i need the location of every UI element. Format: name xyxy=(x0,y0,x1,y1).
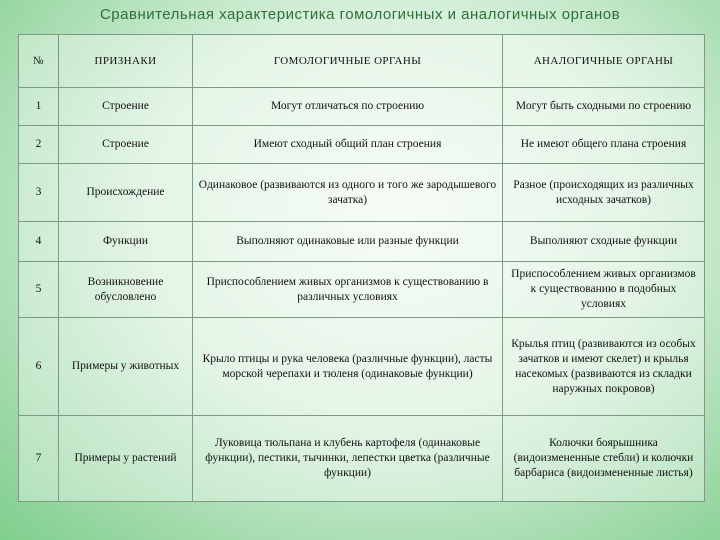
row-analogous: Могут быть сходными по строению xyxy=(503,88,705,126)
row-feature: Происхождение xyxy=(59,164,193,222)
column-header-number: № xyxy=(19,35,59,88)
row-number: 2 xyxy=(19,126,59,164)
row-analogous: Выполняют сходные функции xyxy=(503,222,705,262)
comparison-table xyxy=(18,34,705,502)
row-homologous: Приспособлением живых организмов к существованию в различных условиях xyxy=(193,262,503,318)
column-header-feature: ПРИЗНАКИ xyxy=(59,35,193,88)
row-feature: Возникновение обусловлено xyxy=(59,262,193,318)
row-analogous: Не имеют общего плана строения xyxy=(503,126,705,164)
page-title: Сравнительная характеристика гомологичных и аналогичных органов xyxy=(99,6,621,23)
row-number: 4 xyxy=(19,222,59,262)
row-feature: Строение xyxy=(59,126,193,164)
row-analogous: Колючки боярышника (видоизмененные стебли) и колючки барбариса (видоизмененные листья) xyxy=(503,416,705,502)
table-row xyxy=(19,262,705,318)
row-number: 1 xyxy=(19,88,59,126)
row-number: 3 xyxy=(19,164,59,222)
row-number: 6 xyxy=(19,318,59,416)
row-homologous: Луковица тюльпана и клубень картофеля (одинаковые функции), пестики, тычинки, лепестки цветка (различные функции) xyxy=(193,416,503,502)
row-homologous: Могут отличаться по строению xyxy=(193,88,503,126)
row-homologous: Выполняют одинаковые или разные функции xyxy=(193,222,503,262)
row-feature: Примеры у животных xyxy=(59,318,193,416)
row-homologous: Крыло птицы и рука человека (различные функции), ласты морской черепахи и тюленя (одинаковые функции) xyxy=(193,318,503,416)
row-feature: Строение xyxy=(59,88,193,126)
row-feature: Функции xyxy=(59,222,193,262)
table-row xyxy=(19,222,705,262)
column-header-homologous: ГОМОЛОГИЧНЫЕ ОРГАНЫ xyxy=(193,35,503,88)
row-number: 7 xyxy=(19,416,59,502)
row-homologous: Имеют сходный общий план строения xyxy=(193,126,503,164)
row-analogous: Крылья птиц (развиваются из особых зачатков и имеют скелет) и крылья насекомых (развиваются из складки наружных покровов) xyxy=(503,318,705,416)
column-header-analogous: АНАЛОГИЧНЫЕ ОРГАНЫ xyxy=(503,35,705,88)
table-row xyxy=(19,164,705,222)
row-analogous: Приспособлением живых организмов к существованию в подобных условиях xyxy=(503,262,705,318)
row-analogous: Разное (происходящих из различных исходных зачатков) xyxy=(503,164,705,222)
table-row xyxy=(19,416,705,502)
table-row xyxy=(19,318,705,416)
table-row xyxy=(19,88,705,126)
table-header-row xyxy=(19,35,705,88)
table-row xyxy=(19,126,705,164)
row-feature: Примеры у растений xyxy=(59,416,193,502)
row-number: 5 xyxy=(19,262,59,318)
row-homologous: Одинаковое (развиваются из одного и того же зародышевого зачатка) xyxy=(193,164,503,222)
